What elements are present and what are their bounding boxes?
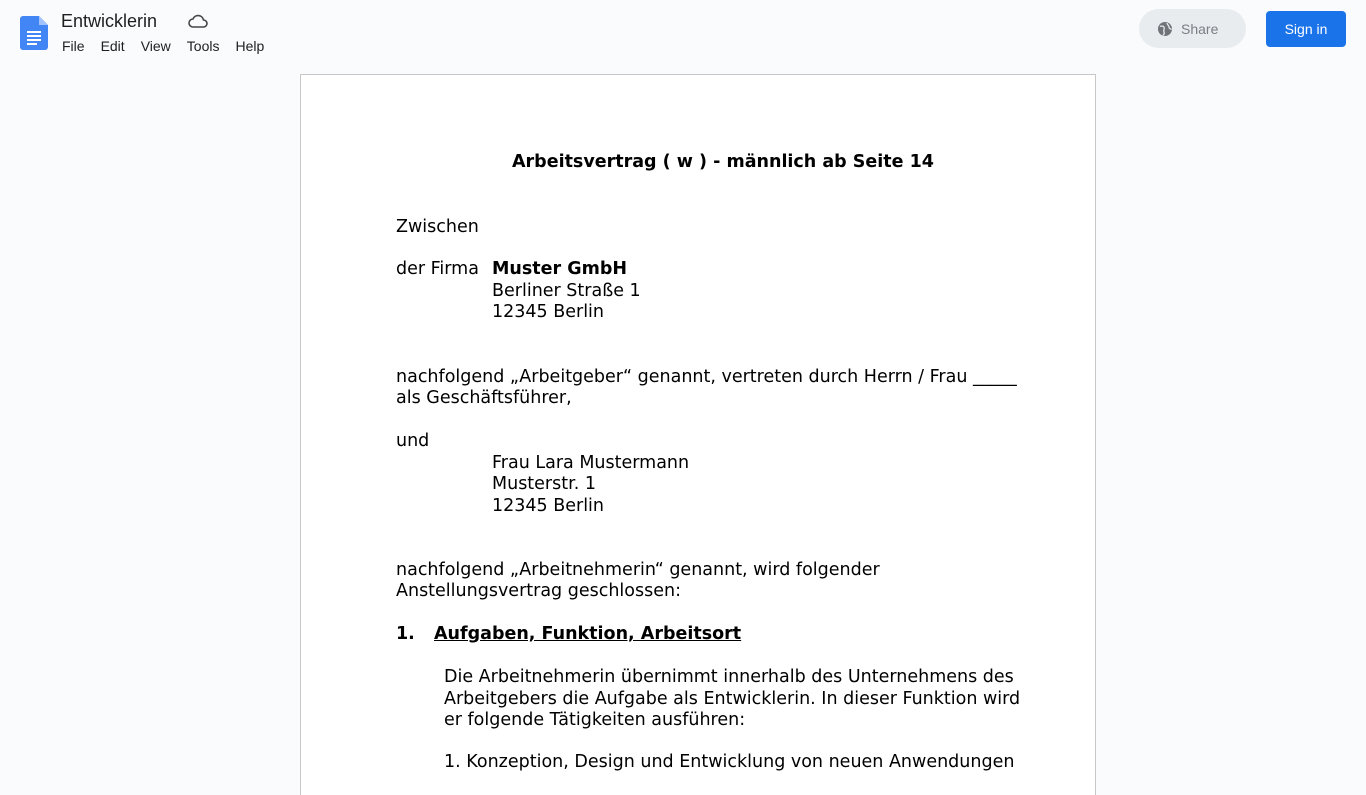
- employer-name: Muster GmbH: [492, 259, 628, 279]
- firm-label: der Firma: [396, 259, 479, 279]
- menu-bar: [54, 36, 272, 56]
- menu-help[interactable]: Help: [235, 38, 265, 54]
- menu-file[interactable]: File: [62, 38, 85, 54]
- document-title[interactable]: Entwicklerin: [61, 11, 158, 31]
- share-label: Share: [1181, 20, 1219, 37]
- section-title: Aufgaben, Funktion, Arbeitsort: [434, 624, 742, 644]
- cloud-status-icon[interactable]: [187, 12, 209, 32]
- employee-street: Musterstr. 1: [492, 474, 596, 494]
- section-body-line: er folgende Tätigkeiten ausführen:: [444, 710, 746, 730]
- employer-para-line: als Geschäftsführer,: [396, 388, 572, 408]
- share-button[interactable]: [1139, 9, 1246, 48]
- employee-name: Frau Lara Mustermann: [492, 453, 690, 473]
- text-and: und: [396, 431, 430, 451]
- menu-edit[interactable]: Edit: [100, 38, 125, 54]
- section-body-line: Die Arbeitnehmerin übernimmt innerhalb des Unternehmens des: [444, 667, 1014, 687]
- employee-para-line: Anstellungsvertrag geschlossen:: [396, 581, 681, 601]
- employee-city: 12345 Berlin: [492, 496, 605, 516]
- menu-view[interactable]: View: [140, 38, 171, 54]
- sign-in-button[interactable]: Sign in: [1266, 11, 1346, 47]
- top-bar: [0, 0, 1366, 64]
- menu-tools[interactable]: Tools: [186, 38, 220, 54]
- employer-city: 12345 Berlin: [492, 302, 605, 322]
- docs-logo-icon[interactable]: [20, 16, 48, 50]
- text-between: Zwischen: [396, 217, 479, 237]
- employer-para-line: nachfolgend „Arbeitgeber“ genannt, vertreten durch Herrn / Frau _____: [396, 367, 1017, 387]
- globe-icon: [1157, 21, 1173, 37]
- employee-para-line: nachfolgend „Arbeitnehmerin“ genannt, wird folgender: [396, 560, 880, 580]
- document-page[interactable]: [300, 74, 1096, 795]
- list-item: 1. Konzeption, Design und Entwicklung von neuen Anwendungen: [444, 752, 1015, 772]
- employer-street: Berliner Straße 1: [492, 281, 641, 301]
- section-body-line: Arbeitgebers die Aufgabe als Entwicklerin. In dieser Funktion wird: [444, 689, 1021, 709]
- section-number: 1.: [396, 624, 415, 644]
- document-heading: Arbeitsvertrag ( w ) - männlich ab Seite 14: [512, 152, 934, 172]
